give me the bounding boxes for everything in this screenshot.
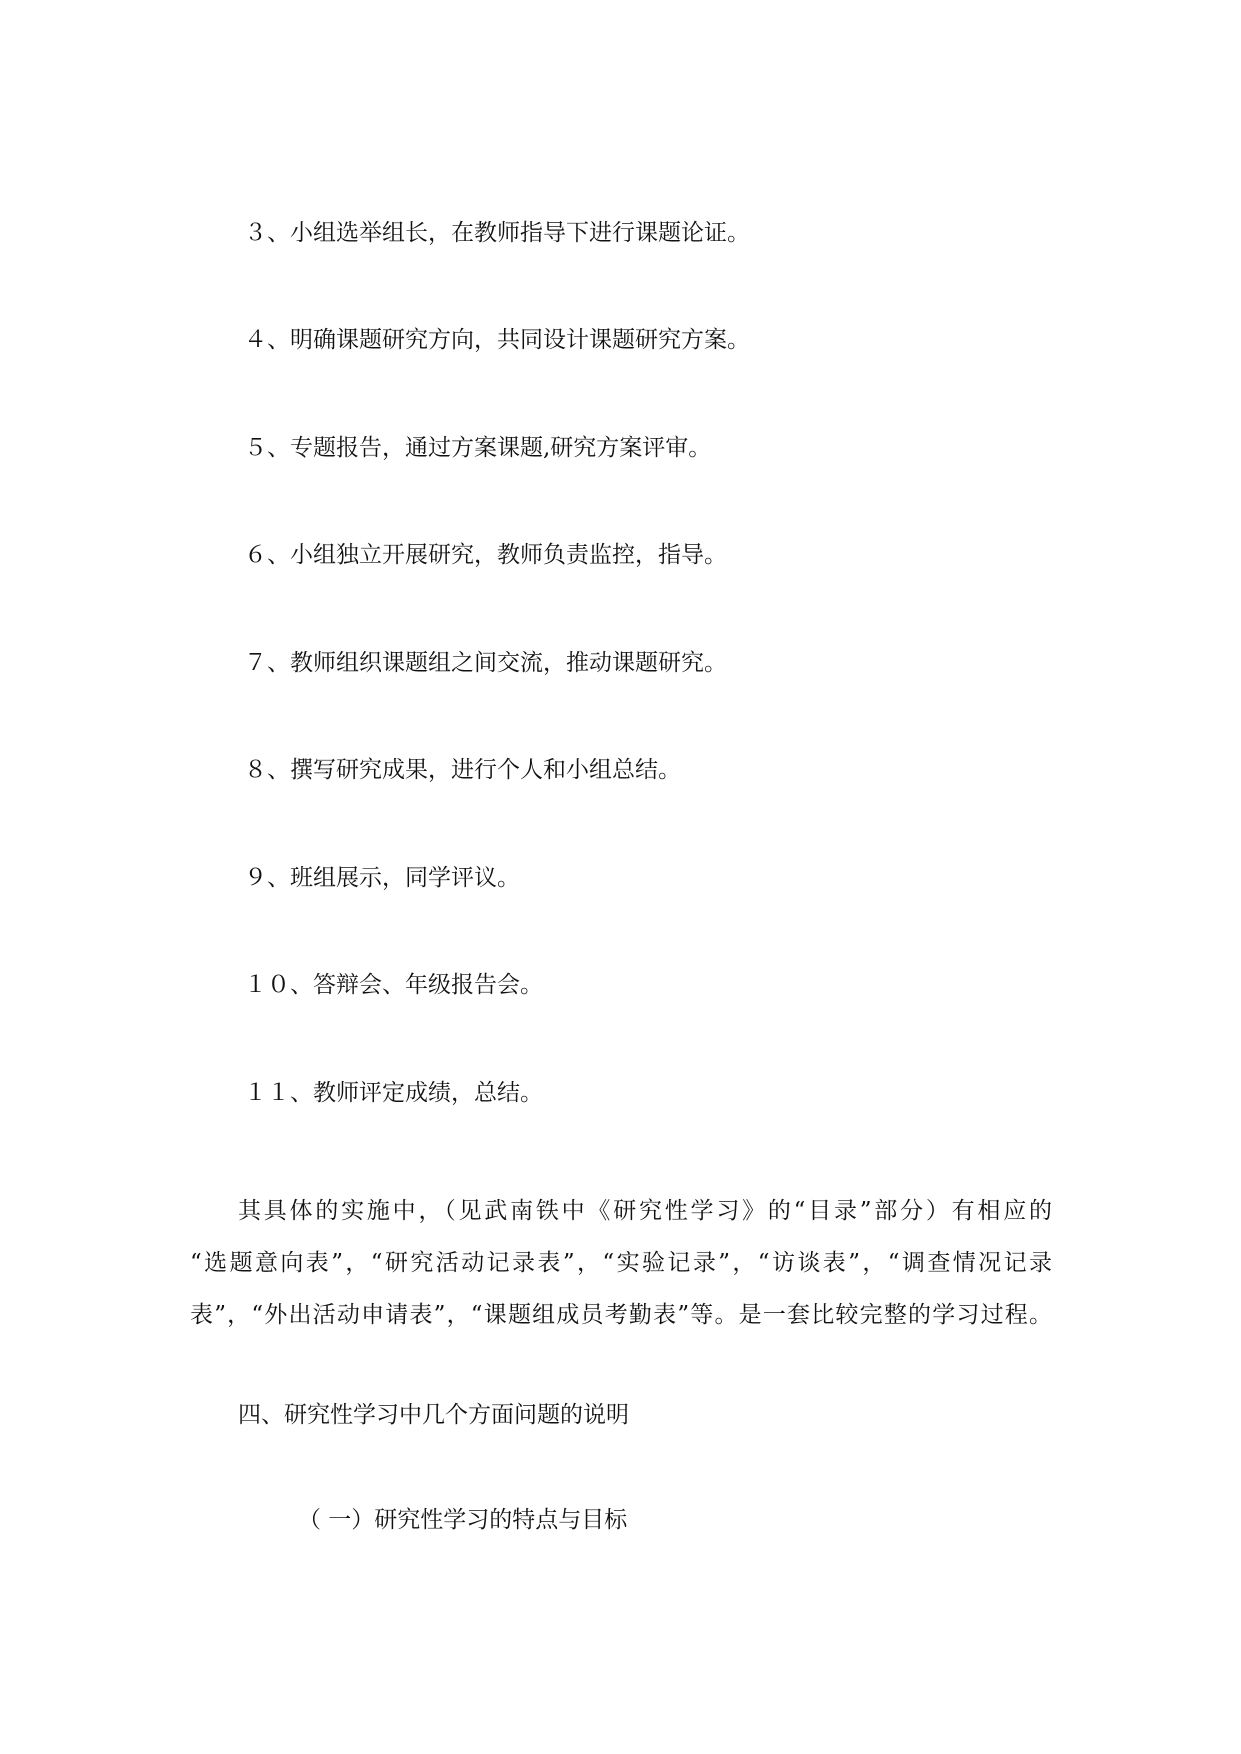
subsection-heading: （ 一）研究性学习的特点与目标 <box>298 1507 628 1533</box>
list-item: ８、撰写研究成果，进行个人和小组总结。 <box>244 757 681 783</box>
paragraph-line: 其具体的实施中，（见武南铁中《研究性学习》的“目录”部分）有相应的 <box>238 1198 1052 1224</box>
list-item: １１、教师评定成绩，总结。 <box>244 1080 543 1106</box>
list-item: ３、小组选举组长，在教师指导下进行课题论证。 <box>244 220 750 246</box>
list-item: ９、班组展示，同学评议。 <box>244 865 520 891</box>
list-item: ５、专题报告，通过方案课题,研究方案评审。 <box>244 435 712 461</box>
paragraph-line: “选题意向表”，“研究活动记录表”，“实验记录”，“访谈表”，“调查情况记录 <box>190 1250 1052 1276</box>
list-item: ７、教师组织课题组之间交流，推动课题研究。 <box>244 650 727 676</box>
implementation-paragraph <box>190 1185 1052 1341</box>
list-item: ４、明确课题研究方向，共同设计课题研究方案。 <box>244 327 750 353</box>
paragraph-line: 表”，“外出活动申请表”，“课题组成员考勤表”等。是一套比较完整的学习过程。 <box>190 1302 1052 1328</box>
section-heading: 四、研究性学习中几个方面问题的说明 <box>238 1402 629 1428</box>
list-item: ６、小组独立开展研究，教师负责监控，指导。 <box>244 542 727 568</box>
list-item: １０、答辩会、年级报告会。 <box>244 972 543 998</box>
